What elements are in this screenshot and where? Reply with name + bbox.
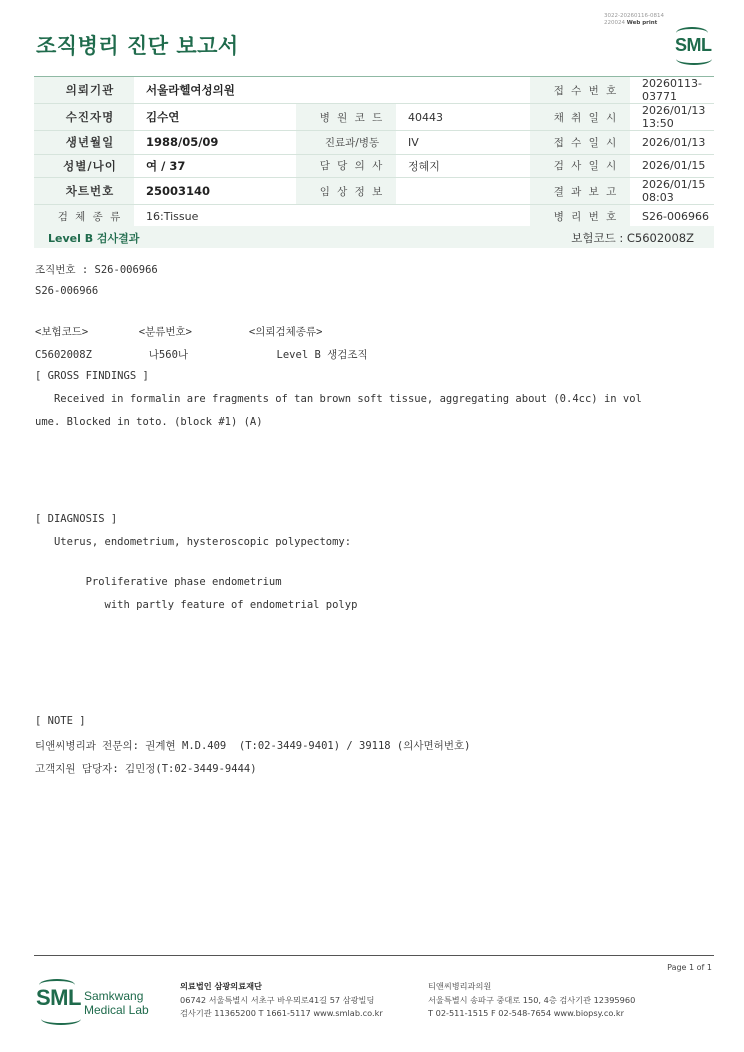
diagnosis-heading: [ DIAGNOSIS ]: [35, 513, 118, 525]
note-text-2: 고객지원 담당자: 김민정(T:02-3449-9444): [35, 763, 257, 775]
sml-logo-icon: [672, 27, 716, 65]
exam-date-label: 검 사 일 시: [530, 154, 630, 178]
exam-date-value: 2026/01/15: [630, 154, 714, 178]
web-print-label: Web print: [626, 20, 658, 26]
gross-text-2: ume. Blocked in toto. (block #1) (A): [35, 416, 263, 428]
sex-age-value: 여 / 37: [134, 154, 296, 178]
logo-name-2: Medical Lab: [84, 1003, 149, 1017]
code-header-line: <보험코드> <분류번호> <의뢰검체종류>: [35, 326, 323, 338]
note-text-1: 티앤씨병리과 전문의: 권계현 M.D.409 (T:02-3449-9401) / 39118 (의사면허번호): [35, 740, 471, 752]
sex-age-label: 성별/나이: [34, 154, 134, 178]
diagnosis-text-3: with partly feature of endometrial polyp: [35, 599, 358, 611]
print-stamp-id: 3022-20260116-0814: [604, 13, 664, 19]
logo-name-1: Samkwang: [84, 989, 144, 1003]
chart-value: 25003140: [134, 178, 296, 205]
org1-contact: 검사기관 11365200 T 1661-5117 www.smlab.co.kr: [180, 1008, 383, 1018]
dept-label: 진료과/병동: [296, 131, 396, 155]
org1-address: 06742 서울특별시 서초구 바우뫼로41길 57 삼광빌딩: [180, 994, 375, 1005]
table-row: [34, 205, 714, 229]
table-row: [34, 104, 714, 131]
table-row: [34, 77, 714, 104]
footer-org-1: [180, 980, 383, 1021]
page-number: Page 1 of 1: [667, 963, 712, 972]
tissue-no-line: 조직번호 : S26-006966: [35, 264, 158, 276]
dept-value: IV: [396, 131, 530, 155]
footer-org-2: [428, 980, 635, 1021]
org2-contact: T 02-511-1515 F 02-548-7654 www.biopsy.co.kr: [428, 1008, 624, 1018]
hospital-code-label: 병 원 코 드: [296, 104, 396, 131]
footer-divider: [34, 955, 714, 956]
table-row: [34, 154, 714, 178]
specimen-label: 검 체 종 류: [34, 205, 134, 229]
tissue-no-value: S26-006966: [35, 285, 99, 297]
doctor-label: 담 당 의 사: [296, 154, 396, 178]
receipt-date-label: 접 수 일 시: [530, 131, 630, 155]
code-value-line: C5602008Z 나560나 Level B 생검조직: [35, 349, 368, 361]
result-section-title: Level B 검사결과: [48, 232, 140, 245]
path-no-value: S26-006966: [630, 205, 714, 229]
collect-dt-value: 2026/01/13 13:50: [630, 104, 714, 131]
request-org-label: 의뢰기관: [34, 77, 134, 104]
clinical-value: [396, 178, 530, 205]
table-row: [34, 131, 714, 155]
diagnosis-text-1: Uterus, endometrium, hysteroscopic polypectomy:: [35, 536, 352, 548]
table-row: [34, 178, 714, 205]
org2-name: 티앤씨병리과의원: [428, 981, 492, 991]
birth-value: 1988/05/09: [134, 131, 296, 155]
insurance-code: 보험코드 : C5602008Z: [571, 231, 694, 245]
collect-dt-label: 채 취 일 시: [530, 104, 630, 131]
receipt-no-value: 20260113-03771: [630, 77, 714, 104]
patient-value: 김수연: [134, 104, 296, 131]
clinical-label: 임 상 정 보: [296, 178, 396, 205]
patient-label: 수진자명: [34, 104, 134, 131]
print-stamp: [604, 13, 664, 27]
report-dt-label: 결 과 보 고: [530, 178, 630, 205]
sml-logo-text: SML: [675, 35, 712, 55]
specimen-value: 16:Tissue: [134, 205, 530, 229]
request-org-value: 서울라헬여성의원: [134, 77, 530, 104]
org1-name: 의료법인 삼광의료재단: [180, 981, 262, 991]
sml-logo-text: SML: [36, 985, 81, 1010]
gross-heading: [ GROSS FINDINGS ]: [35, 370, 149, 382]
result-section-bar: [34, 226, 714, 248]
chart-label: 차트번호: [34, 178, 134, 205]
hospital-code-value: 40443: [396, 104, 530, 131]
receipt-no-label: 접 수 번 호: [530, 77, 630, 104]
print-stamp-code: 220024: [604, 20, 625, 26]
report-title: 조직병리 진단 보고서: [36, 34, 239, 58]
diagnosis-text-2: Proliferative phase endometrium: [35, 576, 282, 588]
gross-text-1: Received in formalin are fragments of tan brown soft tissue, aggregating about (0.4cc) in vol: [35, 393, 642, 405]
patient-info-table: [34, 76, 714, 229]
birth-label: 생년월일: [34, 131, 134, 155]
receipt-date-value: 2026/01/13: [630, 131, 714, 155]
path-no-label: 병 리 번 호: [530, 205, 630, 229]
doctor-value: 정혜지: [396, 154, 530, 178]
report-dt-value: 2026/01/15 08:03: [630, 178, 714, 205]
note-heading: [ NOTE ]: [35, 715, 86, 727]
org2-address: 서울특별시 송파구 중대로 150, 4층 검사기관 12395960: [428, 994, 636, 1005]
samkwang-logo-icon: [36, 979, 166, 1027]
